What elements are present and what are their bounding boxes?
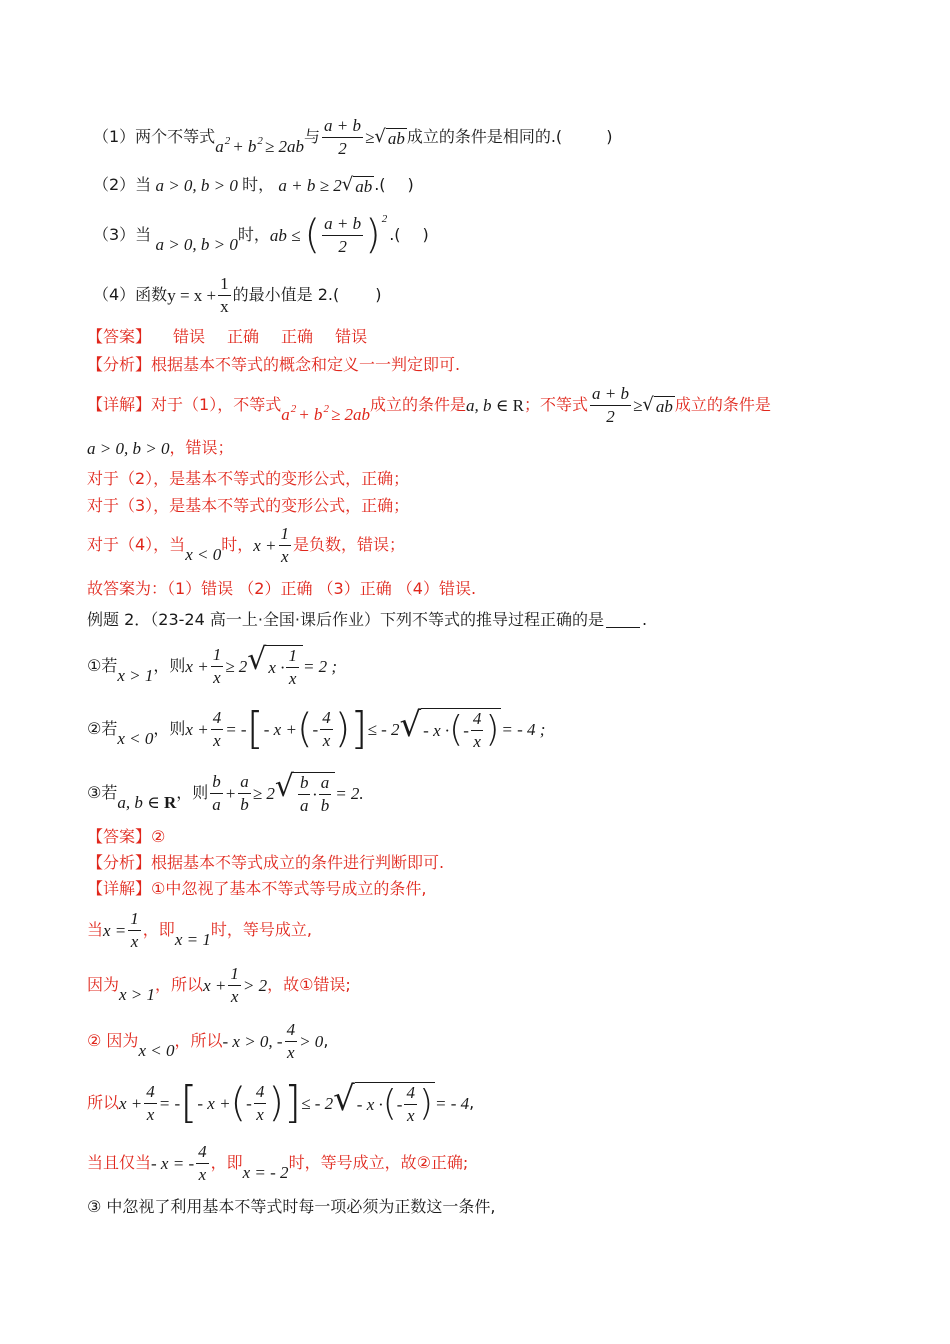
detail-text: ② 因为 (87, 1031, 139, 1050)
detail-text: 对于（4），当 (87, 535, 186, 554)
question-4-close: ) (375, 285, 382, 304)
math-condition: x < 0 (138, 1040, 175, 1060)
question-1-close: ) (606, 127, 613, 146)
detail-text: ，所以 (174, 1031, 223, 1050)
detail-text: ①中忽视了基本不等式等号成立的条件, (151, 879, 427, 898)
question-4-label: （4）函数 (93, 285, 168, 304)
math-inequality: $\frac{a + b}{2}$ ≥ √ ab (592, 383, 673, 426)
detail-tag: 【详解】 (87, 395, 152, 414)
example-end: . (642, 610, 648, 629)
math-inequality: ab ≤ ( $\frac{a + b}{2}$ ) 2 (269, 212, 388, 258)
math-equation: x = 1 (174, 929, 211, 949)
option-number: ② (87, 719, 102, 738)
detail-text: , (469, 1093, 475, 1112)
detail-text: 是负数，错误； (293, 535, 406, 554)
detail-2-line-3 (87, 962, 351, 1008)
detail-text: 当且仅当 (87, 1153, 152, 1172)
question-3-close: ) (422, 225, 429, 244)
math-inequality: a + b ≥ 2 √ ab (274, 173, 373, 196)
detail-text: ，故①错误; (267, 975, 351, 994)
math-inequality: $\frac{a + b}{2}$ ≥ √ ab (324, 115, 405, 158)
example-2-title (87, 610, 647, 630)
option-2 (87, 704, 545, 754)
math-condition: x > 1 (119, 984, 156, 1004)
option-1 (87, 643, 337, 689)
detail-text: ；不等式 (523, 395, 588, 414)
analysis-text: 根据基本不等式成立的条件进行判断即可. (151, 853, 445, 872)
detail-text: 对于（2），是基本不等式的变形公式，正确； (87, 469, 410, 488)
analysis-1 (87, 355, 460, 375)
option-number: ③ (87, 783, 102, 802)
detail-1-line-5 (87, 522, 405, 568)
detail-text: 时，等号成立, (210, 920, 312, 939)
analysis-tag: 【分析】 (87, 853, 152, 872)
detail-2-line-4 (87, 1018, 328, 1064)
detail-text: 对于（3），是基本不等式的变形公式，正确； (87, 496, 410, 515)
question-1-label: （1）两个不等式 (93, 127, 216, 146)
detail-text: 时， (221, 535, 254, 554)
detail-text: ，即 (142, 920, 175, 939)
detail-2-line-1 (87, 879, 426, 899)
answer-tag: 【答案】 (87, 827, 152, 846)
detail-text: , (323, 1031, 329, 1050)
answer-2 (87, 827, 165, 847)
math-inequality: - x > 0, - $\frac{4}{x}$ > 0 (222, 1019, 324, 1062)
question-2-tail: .( (374, 175, 386, 194)
math-inequality: $a^2 + b^2 \ge 2ab$ (281, 402, 371, 424)
math-condition: x < 0 (185, 544, 222, 564)
math-condition: x > 1 (117, 665, 154, 685)
answer-blank (606, 613, 640, 628)
math-condition: a > 0, b > 0 (151, 234, 238, 254)
math-condition: a > 0, b > 0 (151, 175, 243, 195)
math-condition: a > 0, b > 0 (87, 438, 170, 458)
detail-text: ，即 (210, 1153, 243, 1172)
detail-tag: 【详解】 (87, 879, 152, 898)
answer-value: ② (151, 827, 166, 846)
question-2 (93, 174, 414, 196)
math-inequality: x + $\frac{1}{x}$ > 2 (203, 963, 268, 1006)
math-condition: a, b ∈ R (466, 395, 524, 415)
answer-item: 错误 (173, 327, 206, 346)
option-text: 若 (101, 719, 118, 738)
math-derivation: x + $\frac{4}{x}$ = - [ - x + ( - $\frac{4}{x}$ ) ] ≤ - 2 √ - x · ( - $\frac{4}{x}$ ) = - 4 ; (185, 703, 546, 754)
question-1 (93, 117, 612, 157)
detail-text: ③ 中忽视了利用基本不等式时每一项必须为正数这一条件, (87, 1197, 496, 1216)
detail-text: ，所以 (155, 975, 204, 994)
math-inequality: $a^2 + b^2 \ge 2ab$ (215, 134, 305, 156)
answer-item: 正确 (281, 327, 314, 346)
answer-1 (87, 327, 367, 347)
option-3 (87, 770, 364, 816)
answer-tag: 【答案】 (87, 327, 152, 346)
option-text: 若 (101, 656, 118, 675)
math-derivation: $\frac{b}{a}$ + $\frac{a}{b}$ ≥ 2 √ $\frac{b}{a}$ · $\frac{a}{b}$ = 2. (212, 768, 364, 815)
question-1-tail: 成立的条件是相同的.( (406, 127, 563, 146)
question-3-label: （3）当 (93, 225, 152, 244)
question-2-label: （2）当 (93, 175, 152, 194)
math-derivation: x + $\frac{4}{x}$ = - [ - x + ( - $\frac{4}{x}$ ) ] ≤ - 2 √ - x · ( - $\frac{4}{x}$ ) = - 4 (119, 1077, 470, 1128)
answer-item: 错误 (335, 327, 368, 346)
math-function: y = x + $\frac{1}{x}$ (167, 273, 229, 316)
detail-text: 故答案为：（1）错误 （2）正确 （3）正确 （4）错误. (87, 579, 477, 598)
detail-text: 成立的条件是 (674, 395, 771, 414)
question-1-mid: 与 (304, 127, 321, 146)
math-condition: x < 0 (117, 728, 154, 748)
option-text: 若 (101, 783, 118, 802)
detail-1-line-3 (87, 469, 409, 489)
answer-item: 正确 (227, 327, 260, 346)
detail-1-line-6 (87, 579, 476, 599)
example-title: 例题 2．（23-24 高一上·全国·课后作业）下列不等式的推导过程正确的是 (87, 610, 605, 629)
option-text: ，则 (176, 783, 209, 802)
detail-2-line-5 (87, 1078, 474, 1128)
analysis-2 (87, 853, 444, 873)
detail-text: 所以 (87, 1093, 120, 1112)
analysis-text: 根据基本不等式的概念和定义一一判定即可. (151, 355, 461, 374)
detail-text: 时，等号成立，故②正确; (288, 1153, 469, 1172)
detail-2-line-7 (87, 1197, 496, 1217)
math-equation: x = $\frac{1}{x}$ (103, 908, 139, 951)
math-condition: a, b ∈ R (117, 792, 177, 812)
math-equation: - x = - $\frac{4}{x}$ (151, 1141, 207, 1184)
math-derivation: x + $\frac{1}{x}$ ≥ 2 √ x · $\frac{1}{x}$ = 2 ; (185, 641, 338, 688)
detail-text: 成立的条件是 (370, 395, 467, 414)
question-3 (93, 212, 429, 258)
question-4 (93, 274, 381, 316)
question-2-mid: 时， (242, 175, 275, 194)
question-4-tail: 的最小值是 2.( (232, 285, 340, 304)
question-3-tail: .( (389, 225, 401, 244)
question-2-close: ) (407, 175, 414, 194)
option-number: ① (87, 656, 102, 675)
detail-2-line-2 (87, 907, 312, 953)
question-3-mid: 时， (237, 225, 270, 244)
detail-text: 当 (87, 920, 104, 939)
detail-2-line-6 (87, 1140, 468, 1186)
detail-1-line-4 (87, 496, 409, 516)
option-text: ，则 (153, 719, 186, 738)
math-equation: x = - 2 (242, 1162, 289, 1182)
analysis-tag: 【分析】 (87, 355, 152, 374)
detail-text: 对于（1），不等式 (151, 395, 282, 414)
detail-text: 因为 (87, 975, 120, 994)
option-text: ，则 (153, 656, 186, 675)
math-expression: x + $\frac{1}{x}$ (253, 523, 290, 566)
detail-text: ，错误； (169, 438, 234, 457)
detail-1-line-1 (87, 383, 771, 427)
detail-1-line-2 (87, 437, 233, 459)
